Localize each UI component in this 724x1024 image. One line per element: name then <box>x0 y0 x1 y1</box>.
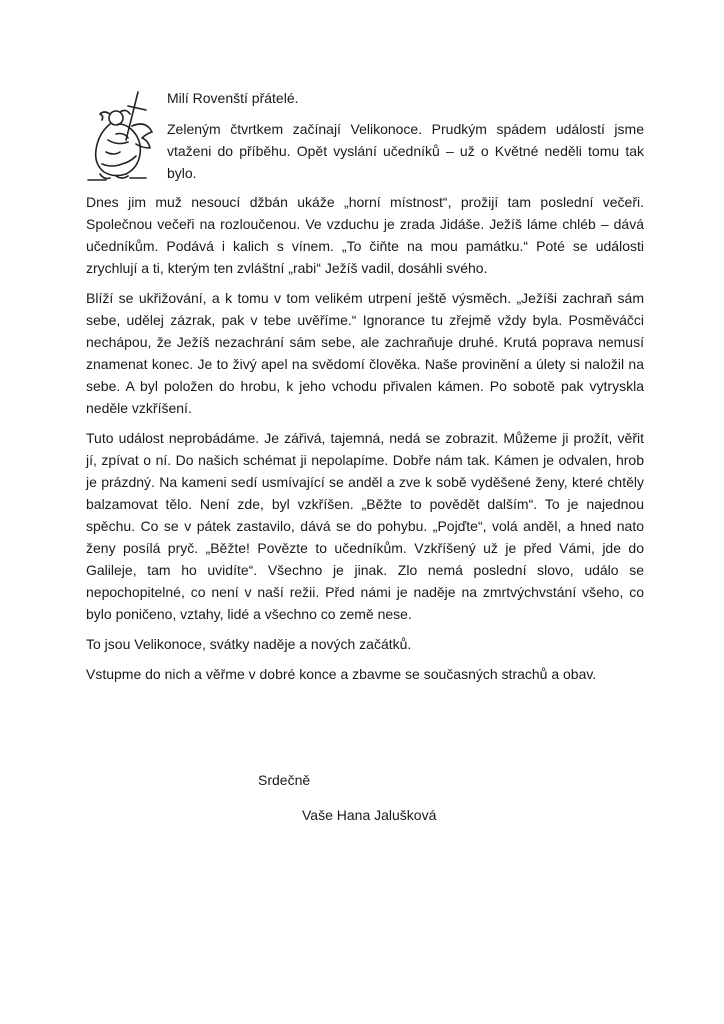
angel-with-cross-sketch-icon <box>86 90 158 182</box>
letter-greeting: Milí Rovenští přátelé. <box>167 90 299 106</box>
letter-paragraph: Blíží se ukřižování, a k tomu v tom velikém utrpení ještě výsměch. „Ježíši zachraň sám sebe, udělej zázrak, pak v tebe uvěříme.“ Ignorance tu zřejmě vždy byla. Posměváčci nechápou, že Ježíš nezachrání sám sebe, ale zachraňuje druhé. Krutá poprava nemusí znamenat konec. Je to živý apel na svědomí člověka. Naše provinění a úlety si naložil na sebe. A byl položen do hrobu, k jeho vchodu přivalen kámen. Po sobotě pak vytryskla neděle vzkříšení. <box>86 290 644 416</box>
letter-body <box>86 191 644 693</box>
letter-signature: Vaše Hana Jalušková <box>302 807 437 823</box>
letter-paragraph: To jsou Velikonoce, svátky naděje a nových začátků. <box>86 636 412 652</box>
letter-paragraph: Vstupme do nich a věřme v dobré konce a zbavme se současných strachů a obav. <box>86 666 597 682</box>
letter-paragraph: Dnes jim muž nesoucí džbán ukáže „horní místnost“, prožijí tam poslední večeři. Společnou večeři na rozloučenou. Ve vzduchu je zrada Jidáše. Ježíš láme chléb – dává učedníkům. Podává i kalich s vínem. „To čiňte na mou památku.“ Poté se události zrychlují a ti, kterým ten zvláštní „rabi“ Ježíš vadil, dosáhli svého. <box>86 194 644 276</box>
letter-closing: Srdečně <box>258 772 311 788</box>
letter-intro: Zeleným čtvrtkem začínají Velikonoce. Prudkým spádem událostí jsme vtaženi do příběhu. Opět vyslání učedníků – už o Květné neděli tomu tak bylo. <box>167 121 644 181</box>
letter-paragraph: Tuto událost neprobádáme. Je zářivá, tajemná, nedá se zobrazit. Můžeme ji prožít, věřit jí, zpívat o ní. Do našich schémat ji nepolapíme. Dobře nám tak. Kámen je odvalen, hrob je prázdný. Na kameni sedí usmívající se anděl a zve k sobě vyděšené ženy, které chtěly balzamovat tělo. Není zde, byl vzkříšen. „Běžte to povědět dalším“. To je najednou spěchu. Co se v pátek zastavilo, dává se do pohybu. „Pojďte“, volá anděl, a hned nato ženy posílá pryč. „Běžte! Povězte to učedníkům. Vzkříšený už je před Vámi, jde do Galileje, tam ho uvidíte“. Všechno je jinak. Zlo nemá poslední slovo, událo se nepochopitelné, co není v naší režii. Před námi je naděje na zmrtvýchvstání všeho, co bylo poničeno, vztahy, lidé a všechno co země nese. <box>86 430 644 622</box>
